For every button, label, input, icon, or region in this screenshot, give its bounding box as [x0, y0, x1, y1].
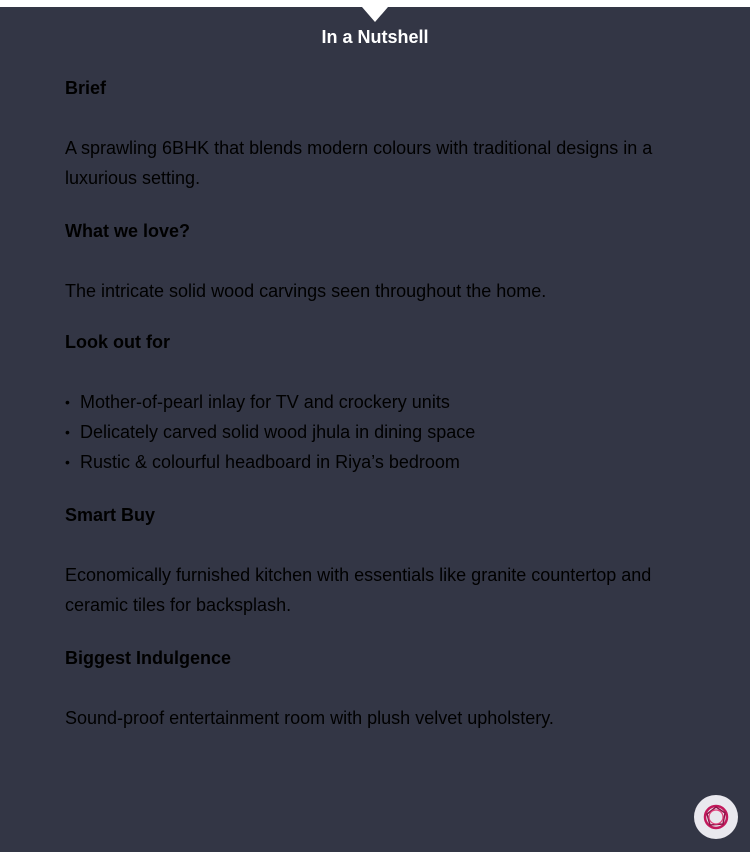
lookout-heading: Look out for	[65, 332, 170, 352]
brand-logo-icon	[701, 802, 731, 832]
list-item: • Delicately carved solid wood jhula in dining space	[65, 417, 685, 447]
panel-pointer	[362, 7, 388, 22]
smartbuy-heading: Smart Buy	[65, 505, 156, 525]
brief-text: A sprawling 6BHK that blends modern colours with traditional designs in a luxurious setting.	[65, 138, 653, 188]
brief-heading: Brief	[65, 78, 107, 98]
indulgence-heading: Biggest Indulgence	[65, 648, 232, 668]
love-text: The intricate solid wood carvings seen throughout the home.	[65, 281, 547, 301]
indulgence-text: Sound-proof entertainment room with plush velvet upholstery.	[65, 708, 554, 728]
list-item: • Mother-of-pearl inlay for TV and crockery units	[65, 387, 685, 417]
nutshell-title: In a Nutshell	[321, 27, 429, 47]
bullet-dot-icon: •	[65, 454, 70, 470]
love-heading: What we love?	[65, 221, 191, 241]
nutshell-content	[65, 76, 685, 733]
bullet-dot-icon: •	[65, 424, 70, 440]
brand-logo-button[interactable]	[694, 795, 738, 839]
list-item: • Rustic & colourful headboard in Riya’s bedroom	[65, 447, 685, 477]
smartbuy-text: Economically furnished kitchen with essentials like granite countertop and ceramic tiles for backsplash.	[65, 565, 652, 615]
lookout-list	[65, 387, 685, 477]
bullet-dot-icon: •	[65, 394, 70, 410]
